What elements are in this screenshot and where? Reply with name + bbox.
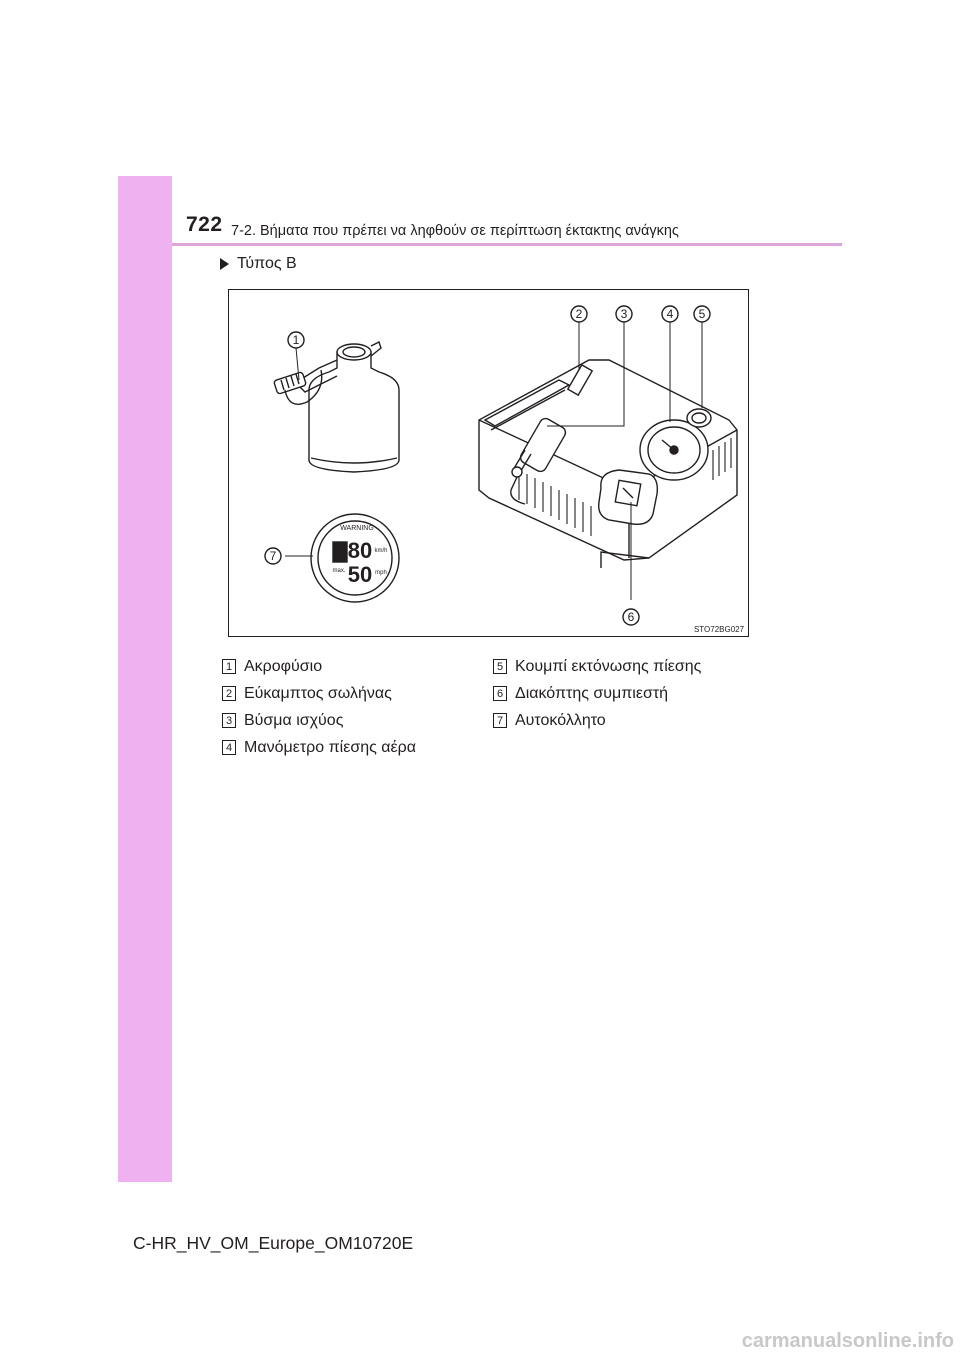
- legend-item: [222, 707, 416, 734]
- legend-number: 2: [222, 686, 236, 701]
- figure-code: STO72BG027: [693, 625, 745, 634]
- section-title: 7-2. Βήματα που πρέπει να ληφθούν σε περίπτωση έκτακτης ανάγκης: [231, 223, 679, 239]
- subheading-text: Τύπος B: [237, 255, 297, 272]
- illustration-svg: [229, 290, 750, 638]
- callout-2: 2: [575, 307, 583, 321]
- watermark: carmanualsonline.info: [741, 1330, 954, 1352]
- legend-text: Μανόμετρο πίεσης αέρα: [244, 738, 416, 756]
- legend-text: Κουμπί εκτόνωσης πίεσης: [515, 657, 702, 675]
- document-footer-code: C-HR_HV_OM_Europe_OM10720E: [133, 1233, 414, 1253]
- chapter-sidebar-tab: [118, 176, 172, 1182]
- legend-text: Διακόπτης συμπιεστή: [515, 684, 669, 702]
- legend-item: [222, 734, 416, 761]
- sticker-warning: WARNING: [340, 525, 374, 532]
- legend-number: 6: [493, 686, 507, 701]
- legend-item: [222, 680, 416, 707]
- callout-1: 1: [292, 333, 300, 347]
- sticker-speed-bottom: 50: [347, 562, 373, 587]
- sticker-unit-top: km/h: [374, 548, 388, 554]
- legend-number: 5: [493, 659, 507, 674]
- tire-repair-kit-illustration: [228, 289, 749, 637]
- legend-number: 1: [222, 659, 236, 674]
- legend-item: [493, 680, 701, 707]
- sticker-speed-top: 80: [347, 538, 373, 563]
- legend-text: Εύκαμπτος σωλήνας: [244, 684, 392, 702]
- legend-number: 4: [222, 740, 236, 755]
- callout-6: 6: [627, 610, 635, 624]
- header-divider: [172, 243, 842, 246]
- compressor: [479, 360, 737, 568]
- callout-3: 3: [620, 307, 628, 321]
- callout-5: 5: [698, 307, 706, 321]
- page-number: 722: [186, 213, 223, 236]
- legend-column-left: [222, 653, 416, 761]
- legend-column-right: [493, 653, 701, 734]
- sticker-unit-bottom: mph: [375, 570, 387, 576]
- legend-number: 7: [493, 713, 507, 728]
- legend-text: Βύσμα ισχύος: [244, 711, 344, 729]
- legend-item: [493, 707, 701, 734]
- callout-4: 4: [666, 307, 674, 321]
- legend-number: 3: [222, 713, 236, 728]
- triangle-bullet-icon: [220, 258, 229, 270]
- subheading: [220, 255, 297, 273]
- callout-7: 7: [269, 549, 277, 563]
- sticker-max: max.: [332, 568, 346, 574]
- legend-item: [493, 653, 701, 680]
- legend-text: Ακροφύσιο: [244, 657, 323, 675]
- legend-item: [222, 653, 416, 680]
- sealant-bottle: [274, 342, 399, 472]
- legend-text: Αυτοκόλλητο: [515, 711, 606, 729]
